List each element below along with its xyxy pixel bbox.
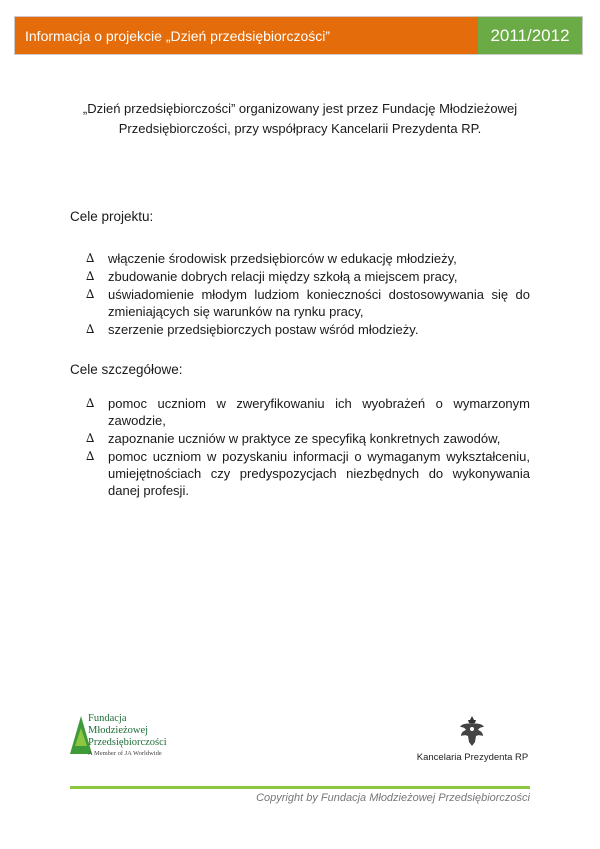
list-item: ∆ uświadomienie młodym ludziom konieczności dostosowywania się do zmieniających się warunków na rynku pracy, <box>86 287 530 319</box>
eagle-emblem-icon <box>459 714 485 748</box>
kprp-logo <box>415 710 530 772</box>
kprp-logo-text: Kancelaria Prezydenta RP <box>416 752 529 763</box>
header-title: Informacja o projekcie „Dzień przedsiębiorczości” <box>15 17 478 54</box>
goals-list <box>86 250 530 339</box>
goals-heading: Cele projektu: <box>70 209 154 224</box>
list-item: ∆ zapoznanie uczniów w praktyce ze specyfiką konkretnych zawodów, <box>86 431 501 446</box>
detailed-goals-list <box>86 395 530 500</box>
fmp-logo-subtitle: A Member of JA Worldwide <box>88 750 162 757</box>
list-item: ∆ włączenie środowisk przedsiębiorców w edukację młodzieży, <box>86 251 457 266</box>
list-item: ∆ pomoc uczniom w zweryfikowaniu ich wyobrażeń o wymarzonym zawodzie, <box>86 396 530 428</box>
triangle-bullet-icon: ∆ <box>86 251 95 265</box>
header-year: 2011/2012 <box>478 17 582 54</box>
triangle-bullet-icon: ∆ <box>86 431 95 445</box>
triangle-bullet-icon: ∆ <box>86 449 95 463</box>
list-item: ∆ szerzenie przedsiębiorczych postaw wśród młodzieży. <box>86 322 419 337</box>
triangle-bullet-icon: ∆ <box>86 322 95 336</box>
triangle-bullet-icon: ∆ <box>86 396 95 410</box>
footer-copyright: Copyright by Fundacja Młodzieżowej Przedsiębiorczości <box>256 792 530 804</box>
fmp-logo-text: Fundacja Młodzieżowej Przedsiębiorczości <box>88 713 167 748</box>
intro-paragraph: „Dzień przedsiębiorczości” organizowany jest przez Fundację Młodzieżowej Przedsiębiorczości, przy współpracy Kancelarii Prezydenta RP. <box>82 101 518 136</box>
triangle-bullet-icon: ∆ <box>86 287 95 301</box>
list-item: ∆ zbudowanie dobrych relacji między szkołą a miejscem pracy, <box>86 269 458 284</box>
triangle-bullet-icon: ∆ <box>86 269 95 283</box>
page-header <box>14 16 583 55</box>
detailed-goals-heading: Cele szczegółowe: <box>70 362 183 377</box>
fmp-logo <box>70 713 220 763</box>
list-item: ∆ pomoc uczniom w pozyskaniu informacji o wymaganym wykształceniu, umiejętnościach czy predyspozycjach niezbędnych do wykonywania danej profesji. <box>86 449 530 498</box>
footer-divider <box>70 786 530 789</box>
